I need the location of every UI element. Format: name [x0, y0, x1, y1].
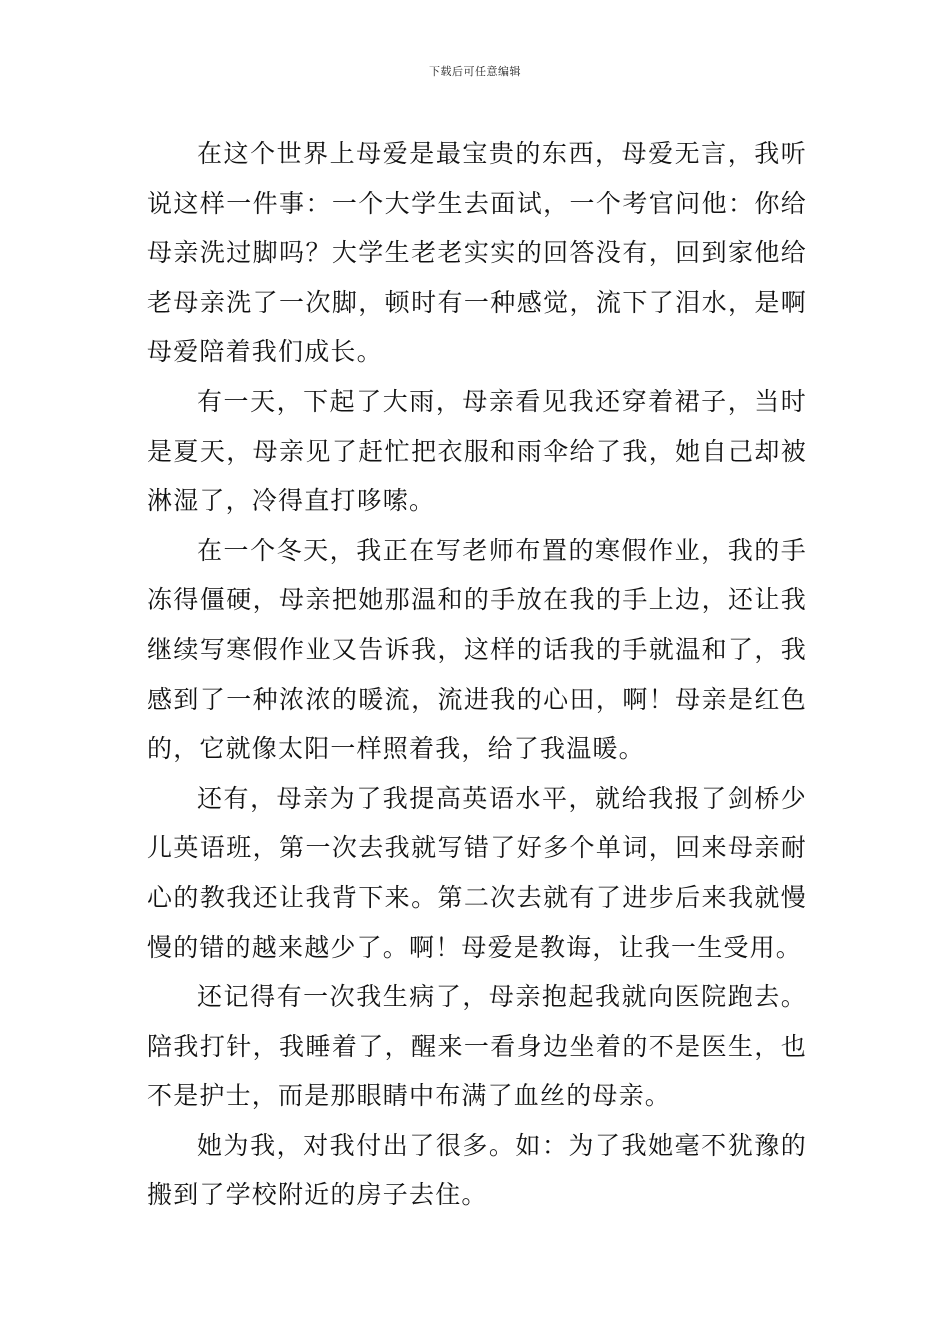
- paragraph-1: 在这个世界上母爱是最宝贵的东西，母爱无言，我听说这样一件事：一个大学生去面试，一个考官问他：你给母亲洗过脚吗？大学生老老实实的回答没有，回到家他给老母亲洗了一次脚，顿时有一种感觉，流下了泪水，是啊母爱陪着我们成长。: [147, 139, 807, 367]
- document-body: [147, 129, 807, 1220]
- page-header: 下载后可任意编辑: [429, 65, 521, 78]
- paragraph-2: 有一天，下起了大雨，母亲看见我还穿着裙子，当时是夏天，母亲见了赶忙把衣服和雨伞给了我，她自己却被淋湿了，冷得直打哆嗦。: [147, 386, 807, 516]
- paragraph-6: 她为我，对我付出了很多。如：为了我她毫不犹豫的搬到了学校附近的房子去住。: [147, 1130, 807, 1210]
- paragraph-3: 在一个冬天，我正在写老师布置的寒假作业，我的手冻得僵硬，母亲把她那温和的手放在我的手上边，还让我继续写寒假作业又告诉我，这样的话我的手就温和了，我感到了一种浓浓的暖流，流进我的心田，啊！母亲是红色的，它就像太阳一样照着我，给了我温暖。: [147, 535, 807, 764]
- paragraph-5: 还记得有一次我生病了，母亲抱起我就向医院跑去。陪我打针，我睡着了，醒来一看身边坐着的不是医生，也不是护士，而是那眼睛中布满了血丝的母亲。: [147, 982, 807, 1111]
- paragraph-4: 还有，母亲为了我提高英语水平，就给我报了剑桥少儿英语班，第一次去我就写错了好多个单词，回来母亲耐心的教我还让我背下来。第二次去就有了进步后来我就慢慢的错的越来越少了。啊！母爱是教诲，让我一生受用。: [147, 783, 807, 962]
